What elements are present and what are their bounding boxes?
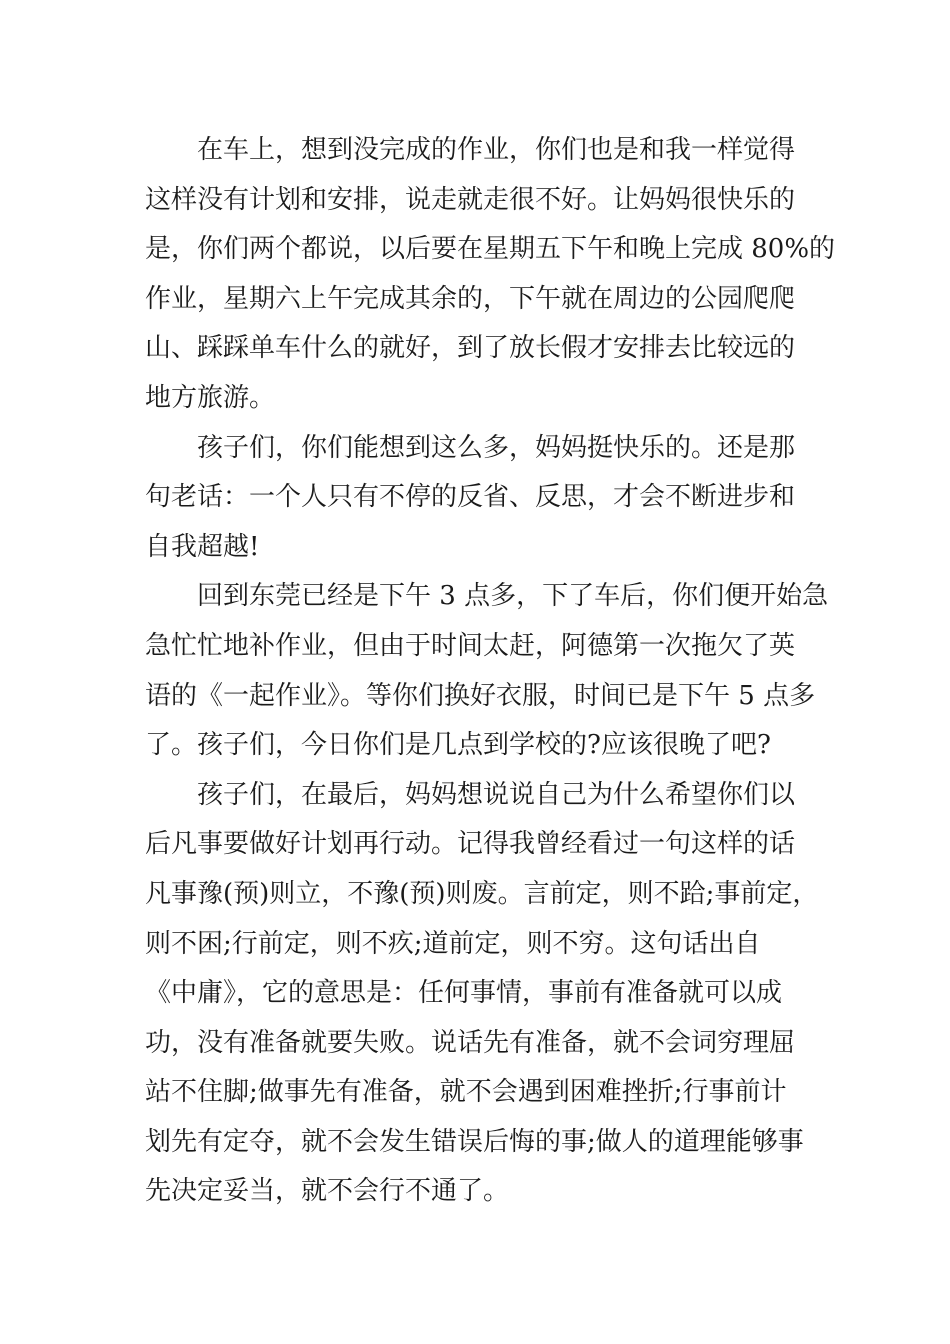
text-line: 句老话：一个人只有不停的反省、反思，才会不断进步和 [145,482,796,513]
text-line: 功，没有准备就要失败。说话先有准备，就不会词穷理屈 [145,1027,796,1058]
text-line: 作业，星期六上午完成其余的，下午就在周边的公园爬爬 [145,283,796,314]
text-line: 孩子们，你们能想到这么多，妈妈挺快乐的。还是那 [197,432,796,463]
text-line: 《中庸》，它的意思是：任何事情，事前有准备就可以成 [145,978,783,1009]
text-line: 先决定妥当，就不会行不通了。 [145,1176,510,1207]
text-line: 回到东莞已经是下午 3 点多，下了车后，你们便开始急 [197,581,829,612]
text-line: 则不困;行前定，则不疚;道前定，则不穷。这句话出自 [145,928,761,959]
text-line: 自我超越! [145,531,260,562]
paragraph-reflection [145,424,825,573]
document-body [145,126,836,1217]
paragraph-planning-advice [145,771,825,1217]
text-line: 急忙忙地补作业，但由于时间太赶，阿德第一次拖欠了英 [145,630,796,661]
paragraph-back-to-dongguan [145,572,829,770]
text-line: 在车上，想到没完成的作业，你们也是和我一样觉得 [197,135,796,165]
text-line: 孩子们，在最后，妈妈想说说自己为什么希望你们以 [197,779,796,810]
text-line: 语的《一起作业》。等你们换好衣服，时间已是下午 5 点多 [145,680,816,711]
text-line: 这样没有计划和安排，说走就走很不好。让妈妈很快乐的 [145,184,796,215]
text-line: 后凡事要做好计划再行动。记得我曾经看过一句这样的话 [145,829,796,860]
text-line: 划先有定夺，就不会发生错误后悔的事;做人的道理能够事 [145,1126,804,1157]
paragraph-car-homework [145,126,836,424]
text-line: 山、踩踩单车什么的就好，到了放长假才安排去比较远的 [145,333,796,364]
text-line: 地方旅游。 [145,382,276,413]
text-line: 是，你们两个都说，以后要在星期五下午和晚上完成 80%的 [145,234,836,265]
text-line: 了。孩子们，今日你们是几点到学校的?应该很晚了吧? [145,730,771,761]
text-line: 站不住脚;做事先有准备，就不会遇到困难挫折;行事前计 [145,1077,787,1108]
text-line: 凡事豫(预)则立，不豫(预)则废。言前定，则不跲;事前定， [145,878,819,909]
